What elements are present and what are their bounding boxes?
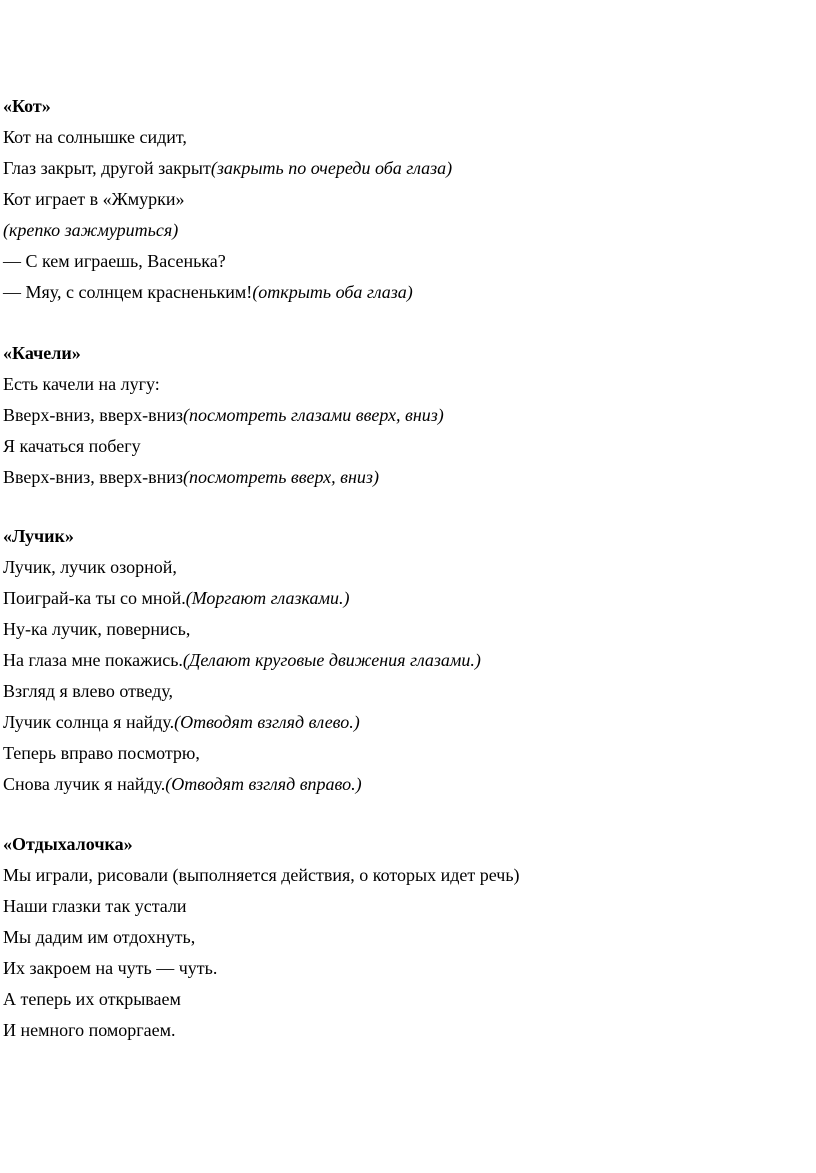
poem-title: «Кот» bbox=[3, 96, 51, 116]
line-text: Глаз закрыт, другой закрыт bbox=[3, 158, 211, 178]
poem-line bbox=[3, 122, 803, 153]
poem-title: «Лучик» bbox=[3, 526, 74, 546]
line-text: Взгляд я влево отведу, bbox=[3, 681, 174, 701]
line-text: Кот на солнышке сидит, bbox=[3, 127, 187, 147]
line-text: Снова лучик я найду. bbox=[3, 774, 166, 794]
poem-line bbox=[3, 984, 803, 1015]
line-text: Поиграй-ка ты со мной. bbox=[3, 588, 186, 608]
poem-line bbox=[3, 583, 803, 614]
poem-kot bbox=[3, 91, 803, 308]
poem-luchik bbox=[3, 521, 803, 800]
line-text: Вверх-вниз, вверх-вниз bbox=[3, 405, 184, 425]
poem-line bbox=[3, 184, 803, 215]
poem-title: «Качели» bbox=[3, 343, 81, 363]
poem-line bbox=[3, 614, 803, 645]
line-text: Есть качели на лугу: bbox=[3, 374, 160, 394]
line-text: Ну-ка лучик, повернись, bbox=[3, 619, 191, 639]
line-text: А теперь их открываем bbox=[3, 989, 181, 1009]
poem-line bbox=[3, 277, 803, 308]
line-note: (открыть оба глаза) bbox=[252, 282, 413, 302]
poem-line bbox=[3, 645, 803, 676]
poem-line bbox=[3, 769, 803, 800]
line-text: Наши глазки так устали bbox=[3, 896, 187, 916]
poem-line bbox=[3, 738, 803, 769]
line-text: Лучик солнца я найду. bbox=[3, 712, 175, 732]
poem-kacheli bbox=[3, 338, 803, 493]
line-text: — С кем играешь, Васенька? bbox=[3, 251, 226, 271]
line-text: Вверх-вниз, вверх-вниз bbox=[3, 467, 184, 487]
line-note: (Моргают глазками.) bbox=[185, 588, 350, 608]
poem-line bbox=[3, 676, 803, 707]
line-note: (посмотреть глазами вверх, вниз) bbox=[183, 405, 444, 425]
poem-line bbox=[3, 400, 803, 431]
line-text: Лучик, лучик озорной, bbox=[3, 557, 177, 577]
poem-line bbox=[3, 891, 803, 922]
poem-line bbox=[3, 215, 803, 246]
line-text: — Мяу, с солнцем красненьким! bbox=[3, 282, 253, 302]
line-note: (Отводят взгляд вправо.) bbox=[165, 774, 362, 794]
line-text: Мы играли, рисовали (выполняется действия, о которых идет речь) bbox=[3, 865, 520, 885]
line-note: (закрыть по очереди оба глаза) bbox=[210, 158, 453, 178]
poem-line bbox=[3, 552, 803, 583]
poem-line bbox=[3, 1015, 803, 1046]
poem-title: «Отдыхалочка» bbox=[3, 834, 133, 854]
poem-line bbox=[3, 462, 803, 493]
line-text: И немного поморгаем. bbox=[3, 1020, 176, 1040]
line-text: Я качаться побегу bbox=[3, 436, 141, 456]
poem-line bbox=[3, 922, 803, 953]
line-text: Их закроем на чуть — чуть. bbox=[3, 958, 218, 978]
line-note: (посмотреть вверх, вниз) bbox=[183, 467, 379, 487]
poem-line bbox=[3, 246, 803, 277]
line-note: (Делают круговые движения глазами.) bbox=[182, 650, 481, 670]
line-text: На глаза мне покажись. bbox=[3, 650, 183, 670]
poem-line bbox=[3, 431, 803, 462]
line-note: (крепко зажмуриться) bbox=[3, 220, 179, 240]
poem-otdyhalochka bbox=[3, 829, 803, 1046]
poem-line bbox=[3, 953, 803, 984]
poem-line bbox=[3, 369, 803, 400]
poem-line bbox=[3, 707, 803, 738]
poem-line bbox=[3, 153, 803, 184]
line-text: Кот играет в «Жмурки» bbox=[3, 189, 185, 209]
line-text: Теперь вправо посмотрю, bbox=[3, 743, 200, 763]
line-note: (Отводят взгляд влево.) bbox=[174, 712, 360, 732]
line-text: Мы дадим им отдохнуть, bbox=[3, 927, 196, 947]
poem-line bbox=[3, 860, 803, 891]
